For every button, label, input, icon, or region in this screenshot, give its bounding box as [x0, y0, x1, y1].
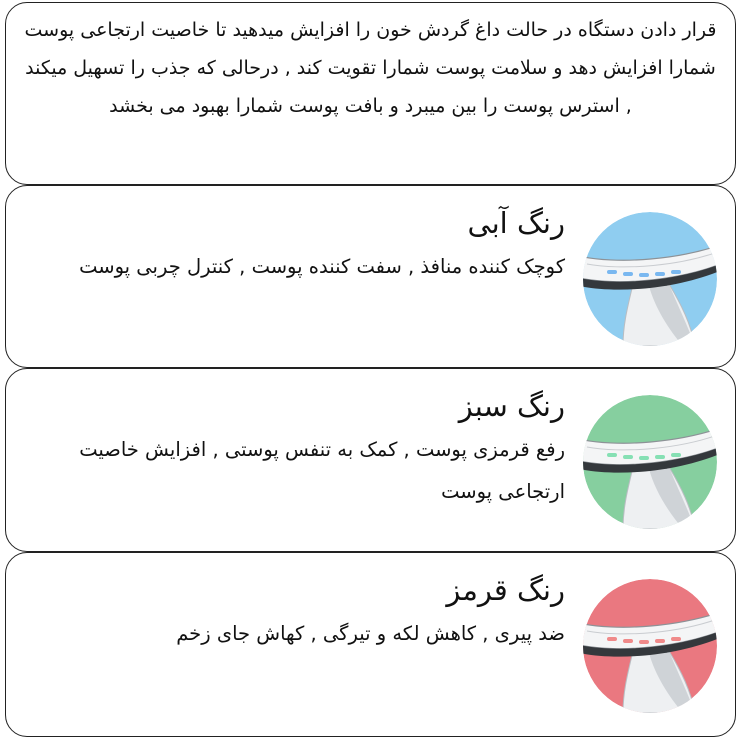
red-mode-card	[5, 552, 736, 737]
mode-description: کوچک کننده منافذ , سفت کننده پوست , کنترل چربی پوست	[79, 255, 565, 278]
green-mode-card	[5, 368, 736, 552]
green-mode-text	[20, 383, 565, 513]
mode-description: رفع قرمزی پوست , کمک به تنفس پوستی , افزایش خاصیت ارتجاعی پوست	[79, 438, 565, 503]
mode-description: ضد پیری , کاهش لکه و تیرگی , کهاش جای زخم	[176, 622, 565, 645]
mode-title: رنگ سبز	[458, 389, 565, 423]
red-light-device-image	[583, 579, 717, 713]
blue-light-device-image	[583, 212, 717, 346]
blue-mode-card	[5, 185, 736, 368]
mode-title: رنگ آبی	[467, 206, 565, 240]
intro-text: قرار دادن دستگاه در حالت داغ گردش خون را افزایش میدهید تا خاصیت ارتجاعی پوست شمارا افزایش دهد و سلامت پوست شمارا تقویت کند , درحالی که جذب را تسهیل میکند , استرس پوست را بین میبرد و بافت پوست شمارا بهبود می بخشد	[24, 19, 717, 117]
neck-device-blue-light-icon	[583, 212, 717, 346]
neck-device-green-light-icon	[583, 395, 717, 529]
intro-card	[5, 2, 736, 185]
mode-title: رنگ قرمز	[446, 573, 565, 607]
red-mode-text	[20, 567, 565, 655]
neck-device-red-light-icon	[583, 579, 717, 713]
blue-mode-text	[20, 200, 565, 288]
green-light-device-image	[583, 395, 717, 529]
